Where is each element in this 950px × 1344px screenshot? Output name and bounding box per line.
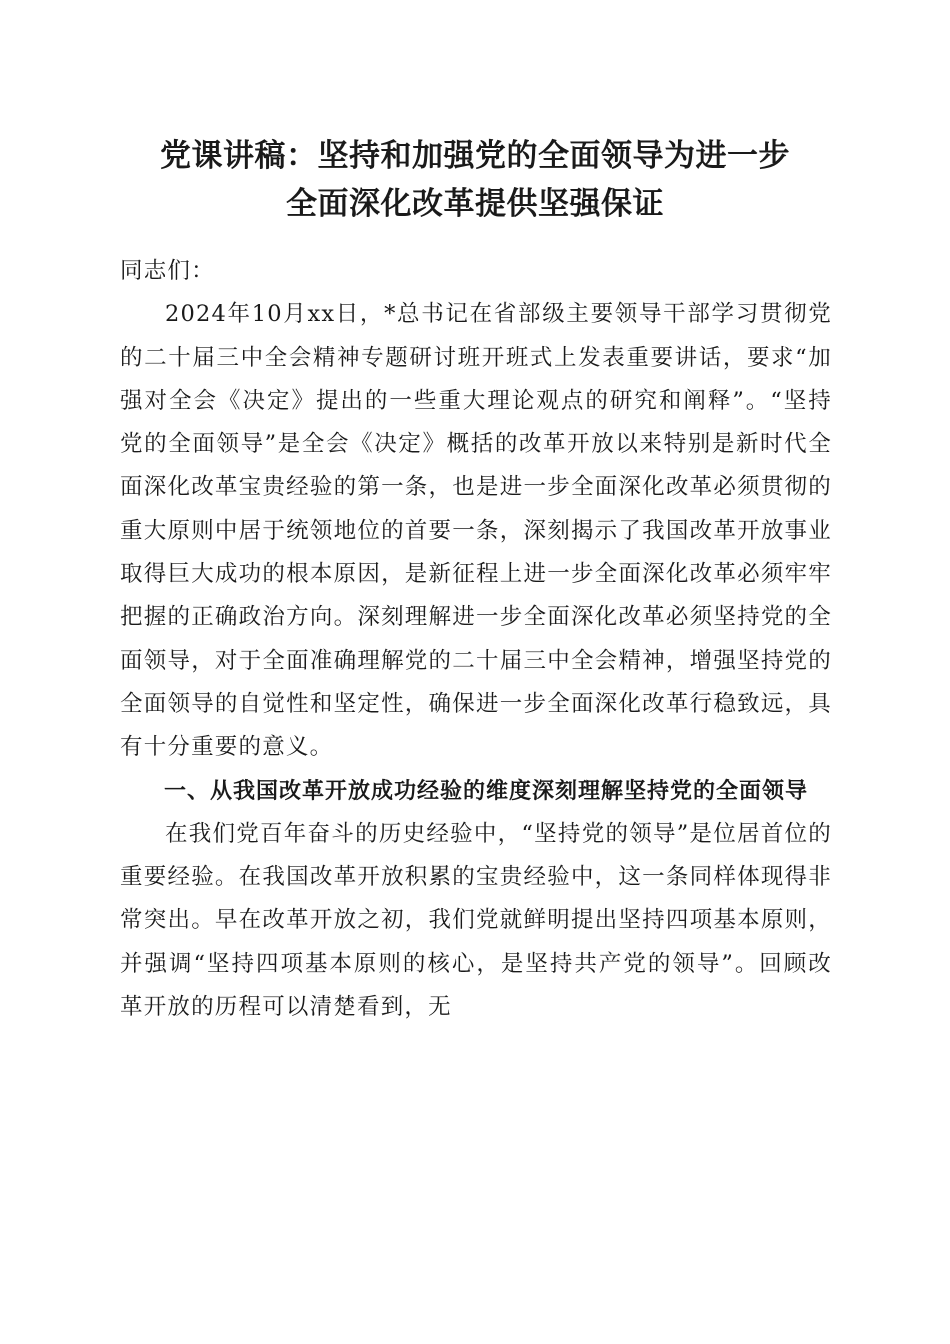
intro-paragraph: 2024年10月xx日，*总书记在省部级主要领导干部学习贯彻党的二十届三中全会精神专题研讨班开班式上发表重要讲话，要求“加强对全会《决定》提出的一些重大理论观点的研究和阐释”。“坚持党的全面领导”是全会《决定》概括的改革开放以来特别是新时代全面深化改革宝贵经验的第一条，也是进一步全面深化改革必须贯彻的重大原则中居于统领地位的首要一条，深刻揭示了我国改革开放事业取得巨大成功的根本原因，是新征程上进一步全面深化改革必须牢牢把握的正确政治方向。深刻理解进一步全面深化改革必须坚持党的全面领导，对于全面准确理解党的二十届三中全会精神，增强坚持党的全面领导的自觉性和坚定性，确保进一步全面深化改革行稳致远，具有十分重要的意义。 xyxy=(120,301,832,761)
section-1-paragraph: 在我们党百年奋斗的历史经验中，“坚持党的领导”是位居首位的重要经验。在我国改革开放积累的宝贵经验中，这一条同样体现得非常突出。早在改革开放之初，我们党就鲜明提出坚持四项基本原则，并强调“坚持四项基本原则的核心，是坚持共产党的领导”。回顾改革开放的历程可以清楚看到，无 xyxy=(120,820,832,1021)
title-line-2: 全面深化改革提供坚强保证 xyxy=(286,186,664,222)
document-title xyxy=(110,132,840,228)
greeting: 同志们： xyxy=(120,258,215,284)
document-body xyxy=(120,250,832,1029)
title-line-1: 党课讲稿：坚持和加强党的全面领导为进一步 xyxy=(160,138,790,174)
section-heading-1: 一、从我国改革开放成功经验的维度深刻理解坚持党的全面领导 xyxy=(164,778,809,804)
